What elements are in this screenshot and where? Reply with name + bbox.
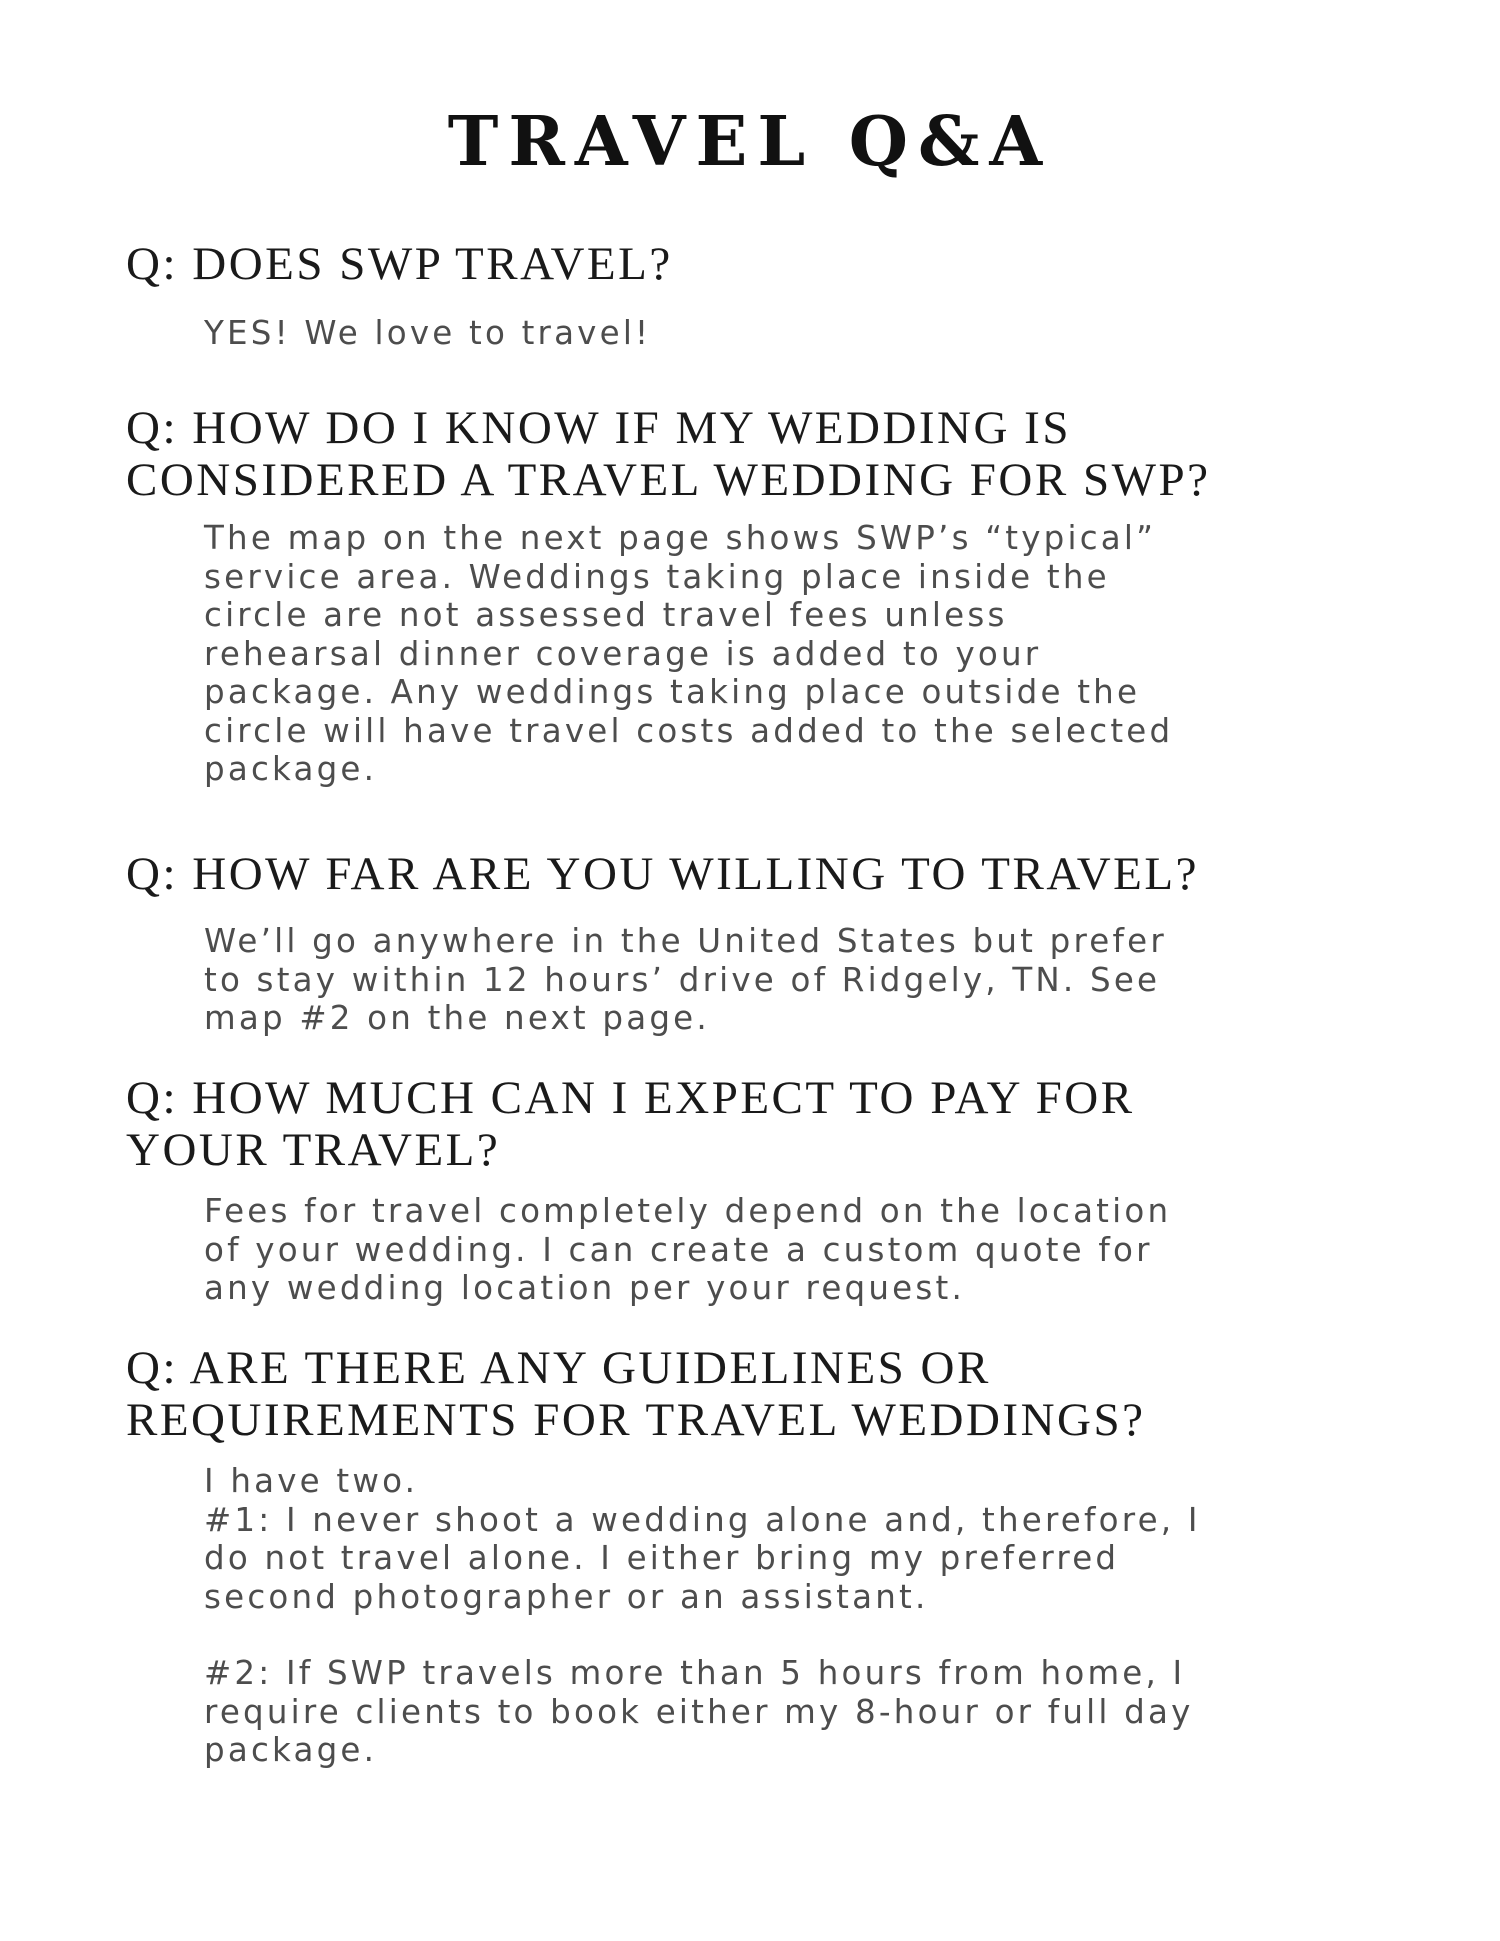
answer-5-rule-2-line: #2: If SWP travels more than 5 hours from home, I xyxy=(204,1654,1186,1692)
answer-2-line: package. Any weddings taking place outside the xyxy=(204,673,1141,711)
answer-4-line: of your wedding. I can create a custom quote for xyxy=(204,1230,1153,1269)
answer-5-rule-1-line: do not travel alone. I either bring my preferred xyxy=(204,1539,1120,1577)
answer-5 xyxy=(204,1462,1354,1770)
answer-5-rule-1-line: second photographer or an assistant. xyxy=(204,1577,929,1616)
question-2-line: Q: HOW DO I KNOW IF MY WEDDING IS xyxy=(126,402,1071,454)
answer-1 xyxy=(204,314,1354,353)
question-1-line: Q: DOES SWP TRAVEL? xyxy=(126,238,673,290)
answer-2-line: circle will have travel costs added to the selected xyxy=(204,711,1174,750)
answer-2-line: package. xyxy=(204,750,378,788)
question-2-line: CONSIDERED A TRAVEL WEDDING FOR SWP? xyxy=(126,454,1211,506)
answer-3-line: map #2 on the next page. xyxy=(204,999,710,1037)
answer-2 xyxy=(204,519,1354,789)
answer-1-line: YES! We love to travel! xyxy=(204,314,652,352)
answer-2-line: service area. Weddings taking place inside the xyxy=(204,557,1110,596)
answer-4-line: Fees for travel completely depend on the location xyxy=(204,1192,1172,1230)
question-3-line: Q: HOW FAR ARE YOU WILLING TO TRAVEL? xyxy=(126,848,1199,900)
page-title: TRAVEL Q&A xyxy=(447,102,1053,182)
answer-4 xyxy=(204,1192,1354,1308)
question-3 xyxy=(126,848,1386,900)
answer-5-rule-2-line: package. xyxy=(204,1731,378,1769)
answer-2-line: rehearsal dinner coverage is added to your xyxy=(204,634,1042,673)
question-4-line: YOUR TRAVEL? xyxy=(126,1124,501,1176)
question-2 xyxy=(126,402,1386,506)
answer-3 xyxy=(204,922,1354,1038)
paragraph-spacer xyxy=(204,1616,1354,1654)
answer-5-rule-1-line: #1: I never shoot a wedding alone and, therefore, I xyxy=(204,1500,1201,1539)
answer-3-line: We’ll go anywhere in the United States but prefer xyxy=(204,922,1167,960)
question-1 xyxy=(126,238,1386,290)
question-4 xyxy=(126,1072,1386,1176)
answer-3-line: to stay within 12 hours’ drive of Ridgely, TN. See xyxy=(204,960,1161,999)
question-5-line: Q: ARE THERE ANY GUIDELINES OR xyxy=(126,1342,991,1394)
answer-2-line: circle are not assessed travel fees unless xyxy=(204,596,1008,634)
question-5 xyxy=(126,1342,1386,1446)
answer-5-intro: I have two. xyxy=(204,1462,419,1500)
question-4-line: Q: HOW MUCH CAN I EXPECT TO PAY FOR xyxy=(126,1072,1135,1124)
question-5-line: REQUIREMENTS FOR TRAVEL WEDDINGS? xyxy=(126,1394,1146,1446)
answer-4-line: any wedding location per your request. xyxy=(204,1269,965,1307)
answer-2-line: The map on the next page shows SWP’s “typical” xyxy=(204,519,1157,557)
answer-5-rule-2-line: require clients to book either my 8-hour or full day xyxy=(204,1692,1194,1731)
